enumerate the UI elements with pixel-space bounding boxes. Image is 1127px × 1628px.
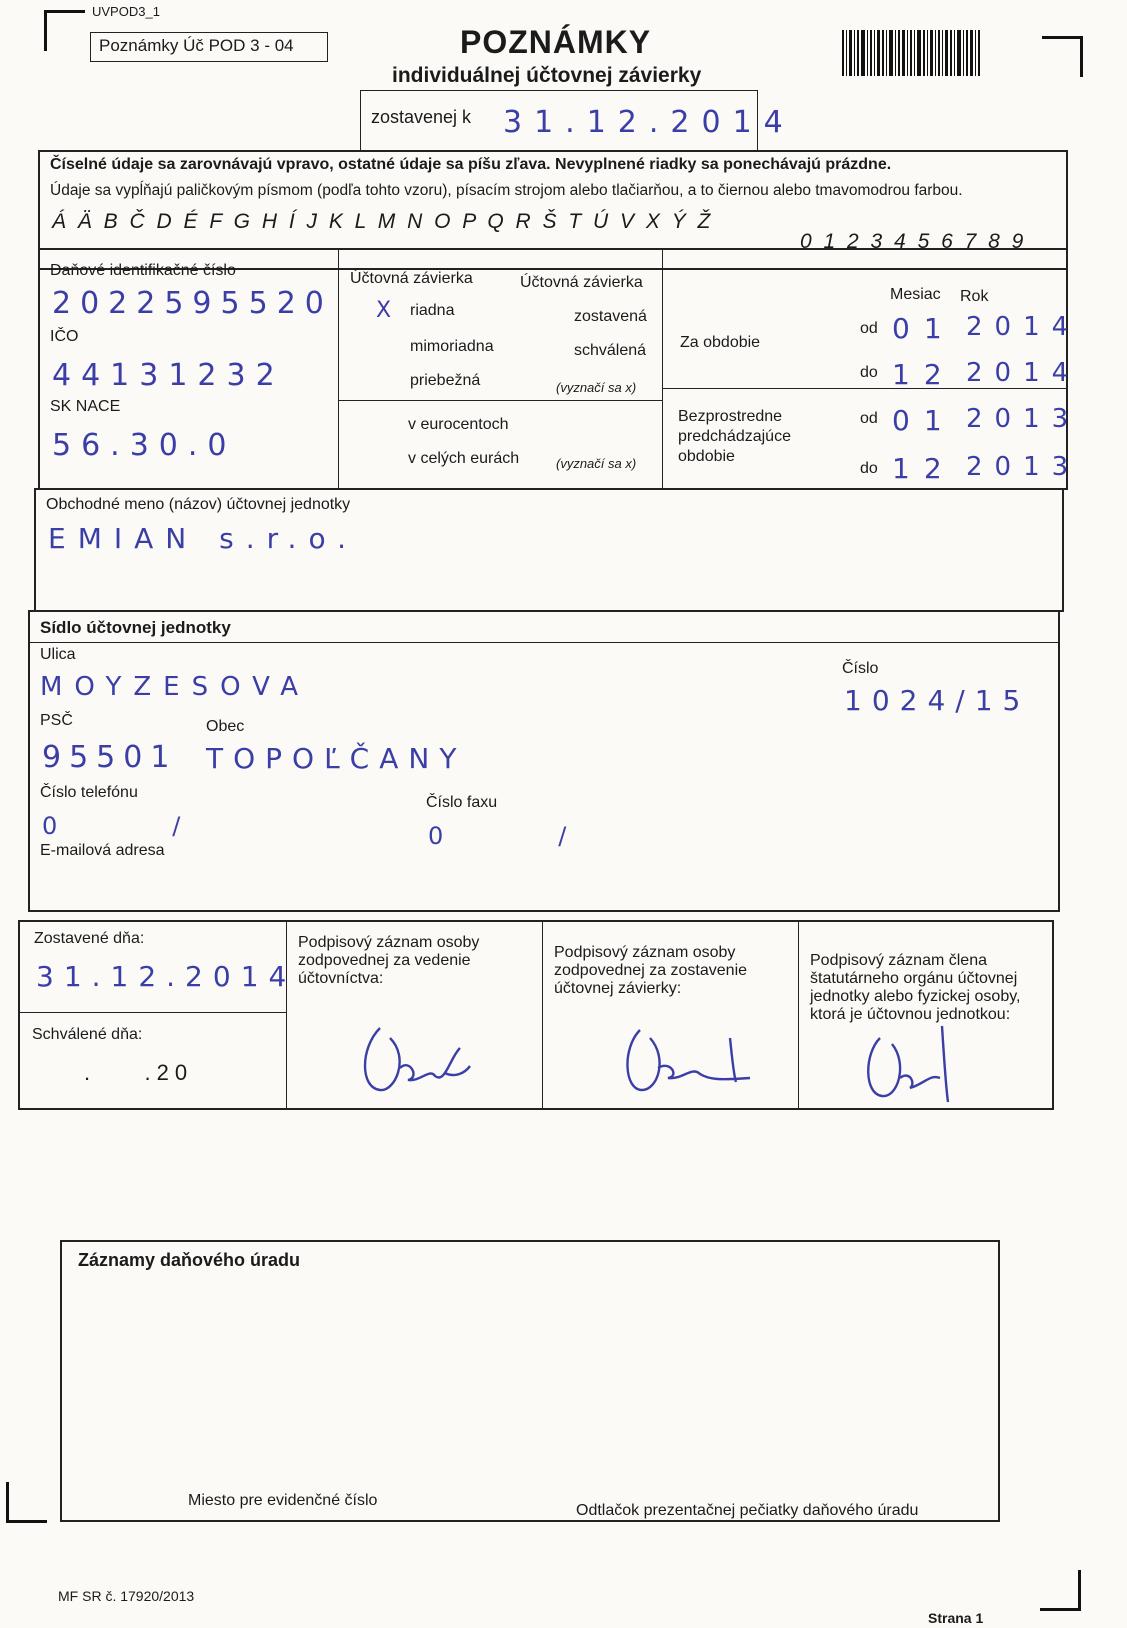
current-from-month: 01	[892, 312, 956, 345]
entity-name-block	[34, 488, 1064, 612]
prev-from-year: 2013	[966, 404, 1081, 434]
prev-from-label: od	[860, 410, 878, 427]
psc-label: PSČ	[40, 712, 73, 729]
mimoriadna-option[interactable]: mimoriadna	[410, 338, 494, 355]
prev-to-year: 2013	[966, 452, 1081, 482]
tax-office-title: Záznamy daňového úradu	[78, 1250, 301, 1270]
signature-3	[850, 1018, 970, 1108]
zostavena-option[interactable]: zostavená	[574, 308, 647, 325]
prev-from-month: 01	[892, 404, 956, 437]
signatures-block	[18, 920, 1054, 1110]
city-value: TOPOĽČANY	[206, 742, 467, 775]
current-period-label: Za obdobie	[680, 334, 761, 351]
entity-name-label: Obchodné meno (názov) účtovnej jednotky	[46, 496, 351, 513]
page-number: Strana 1	[928, 1610, 984, 1626]
sig1-label: Podpisový záznam osoby zodpovednej za vedenie účtovníctva:	[298, 934, 480, 987]
compiled-on-label: Zostavené dňa:	[34, 930, 145, 947]
identification-block	[38, 248, 1081, 490]
psc-value: 95501	[42, 740, 178, 775]
sample-alphabet: Á Ä B Č D É F G H Í J K L M N O P Q R Š T Ú V X Ý Ž	[52, 210, 714, 233]
evidence-number-label: Miesto pre evidenčné číslo	[188, 1492, 378, 1509]
priebezna-option[interactable]: priebežná	[410, 372, 481, 389]
number-label: Číslo	[842, 660, 879, 677]
compiled-value: 31.12.2014	[503, 105, 795, 140]
current-to-label: do	[860, 364, 878, 381]
ico-value: 44131232	[52, 358, 285, 393]
current-from-label: od	[860, 320, 878, 337]
current-to-month: 12	[892, 358, 956, 391]
phone-label: Číslo telefónu	[40, 784, 138, 801]
page-title: POZNÁMKY	[460, 24, 652, 60]
current-to-year: 2014	[966, 358, 1081, 388]
mark-note: (vyznačí sa x)	[556, 380, 637, 395]
stamp-label: Odtlačok prezentačnej pečiatky daňového úradu	[576, 1502, 919, 1519]
schvalena-option[interactable]: schválená	[574, 342, 647, 359]
corner-mark-top-right	[1042, 36, 1083, 77]
corner-mark-top-left	[44, 10, 85, 51]
month-label: Mesiac	[890, 286, 941, 303]
mark-note-2: (vyznačí sa x)	[556, 456, 637, 471]
barcode	[842, 30, 1012, 76]
tax-office-block	[60, 1240, 1000, 1522]
riadna-checkmark: X	[376, 298, 392, 323]
sample-digits: 0 1 2 3 4 5 6 7 8 9	[800, 230, 1027, 253]
corner-mark-bottom-right	[1040, 1570, 1081, 1611]
seat-label: Sídlo účtovnej jednotky	[40, 618, 231, 637]
ico-label: IČO	[50, 328, 79, 345]
entity-name-value: EMIAN s.r.o.	[48, 522, 358, 555]
year-label: Rok	[960, 288, 989, 305]
prev-to-month: 12	[892, 452, 956, 485]
previous-period-label-2: predchádzajúce	[678, 428, 791, 445]
eurocentoch-option[interactable]: v eurocentoch	[408, 416, 509, 433]
nace-label: SK NACE	[50, 398, 121, 415]
signature-1	[350, 1018, 490, 1098]
form-code: UVPOD3_1	[92, 4, 160, 19]
compiled-on-value: 31.12.2014	[36, 960, 297, 993]
current-from-year: 2014	[966, 312, 1081, 342]
number-value: 1024/15	[844, 684, 1031, 717]
instruction-line-2: Údaje sa vypĺňajú paličkovým písmom (podľa tohto vzoru), písacím strojom alebo tlačiarňou, a to čiernou alebo tmavomodrou farbou.	[50, 182, 963, 199]
previous-period-label-1: Bezprostredne	[678, 408, 783, 425]
riadna-option[interactable]: riadna	[410, 302, 455, 319]
compiled-label: zostavenej k	[371, 107, 472, 127]
email-label: E-mailová adresa	[40, 842, 165, 859]
nace-value: 56.30.0	[52, 428, 237, 463]
dic-value: 2022595520	[52, 286, 333, 321]
signature-2	[610, 1018, 760, 1098]
previous-period-label-3: obdobie	[678, 448, 735, 465]
sig3-label: Podpisový záznam člena štatutárneho orgánu účtovnej jednotky alebo fyzickej osoby, ktorá je účtovnou jednotkou:	[810, 952, 1021, 1023]
instruction-line-1: Číselné údaje sa zarovnávajú vpravo, ostatné údaje sa píšu zľava. Nevyplnené riadky sa ponechávajú prázdne.	[50, 156, 892, 173]
approved-on-value: . .20	[84, 1060, 194, 1085]
phone-value: 0 /	[42, 812, 187, 840]
street-label: Ulica	[40, 646, 76, 663]
seat-block	[28, 610, 1060, 912]
page-subtitle: individuálnej účtovnej závierky	[392, 64, 702, 87]
fax-value: 0 /	[428, 822, 573, 850]
compiled-date-box	[360, 90, 795, 152]
fax-label: Číslo faxu	[426, 794, 498, 811]
form-name-box: Poznámky Úč POD 3 - 04	[90, 32, 328, 62]
closure-state-label: Účtovná závierka	[520, 274, 643, 291]
ministry-code: MF SR č. 17920/2013	[58, 1588, 195, 1604]
approved-on-label: Schválené dňa:	[32, 1026, 143, 1043]
corner-mark-bottom-left	[6, 1482, 47, 1523]
prev-to-label: do	[860, 460, 878, 477]
closure-type-label: Účtovná závierka	[350, 270, 473, 287]
city-label: Obec	[206, 718, 245, 735]
street-value: MOYZESOVA	[40, 672, 311, 702]
celych-eurach-option[interactable]: v celých eurách	[408, 450, 520, 467]
dic-label: Daňové identifikačné číslo	[50, 262, 236, 279]
sig2-label: Podpisový záznam osoby zodpovednej za zostavenie účtovnej závierky:	[554, 944, 748, 997]
